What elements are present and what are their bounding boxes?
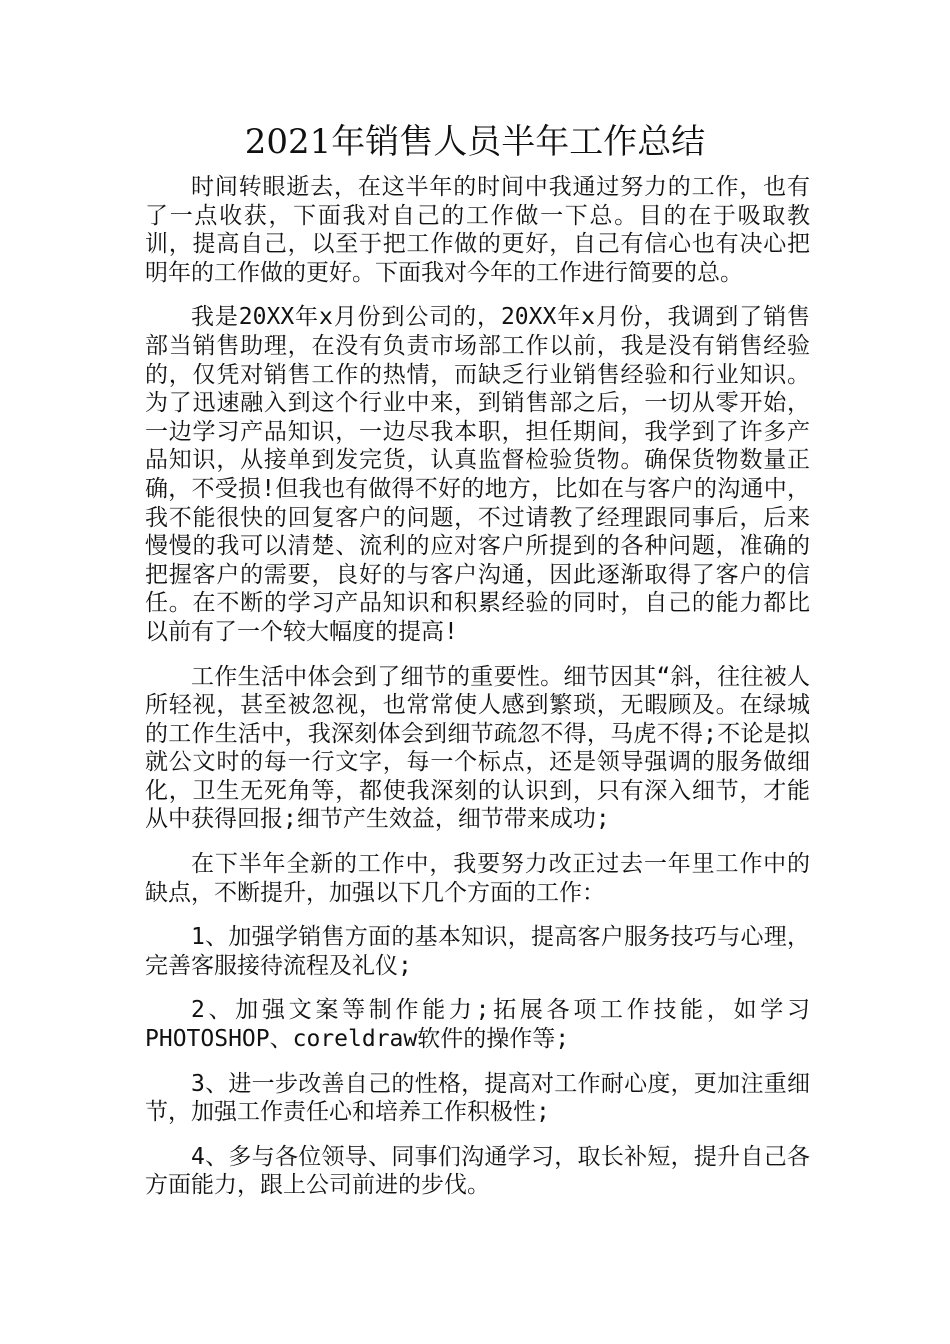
paragraph-details: 工作生活中体会到了细节的重要性。细节因其“斜，往往被人所轻视，甚至被忽视，也常常使人感到繁琐，无暇顾及。在绿城的工作生活中，我深刻体会到细节疏忽不得，马虎不得;不论是拟就公文时的每一行文字，每一个标点，还是领导强调的服务做细化，卫生无死角等，都使我深刻的认识到，只有深入细节，才能从中获得回报;细节产生效益，细节带来成功;: [145, 663, 810, 833]
paragraph-experience: 我是20XX年x月份到公司的，20XX年x月份，我调到了销售部当销售助理，在没有负责市场部工作以前，我是没有销售经验的，仅凭对销售工作的热情，而缺乏行业销售经验和行业知识。为了迅速融入到这个行业中来，到销售部之后，一切从零开始，一边学习产品知识，一边尽我本职，担任期间，我学到了许多产品知识，从接单到发完货，认真监督检验货物。确保货物数量正确，不受损!但我也有做得不好的地方，比如在与客户的沟通中，我不能很快的回复客户的问题，不过请教了经理跟同事后，后来慢慢的我可以清楚、流利的应对客户所提到的各种问题，准确的把握客户的需要，良好的与客户沟通，因此逐渐取得了客户的信任。在不断的学习产品知识和积累经验的同时，自己的能力都比以前有了一个较大幅度的提高!: [145, 304, 810, 645]
document-body: [145, 173, 810, 1216]
paragraph-plan-intro: 在下半年全新的工作中，我要努力改正过去一年里工作中的缺点，不断提升，加强以下几个方面的工作：: [145, 851, 810, 906]
paragraph-plan-item-2: 2、加强文案等制作能力;拓展各项工作技能，如学习PHOTOSHOP、coreldraw软件的操作等;: [145, 997, 810, 1053]
document-title: 2021年销售人员半年工作总结: [244, 122, 706, 162]
paragraph-plan-item-4: 4、多与各位领导、同事们沟通学习，取长补短，提升自己各方面能力，跟上公司前进的步伐。: [145, 1143, 810, 1199]
paragraph-plan-item-3: 3、进一步改善自己的性格，提高对工作耐心度，更加注重细节，加强工作责任心和培养工作积极性;: [145, 1070, 810, 1126]
paragraph-plan-item-1: 1、加强学销售方面的基本知识，提高客户服务技巧与心理，完善客服接待流程及礼仪;: [145, 924, 810, 979]
paragraph-intro: 时间转眼逝去，在这半年的时间中我通过努力的工作，也有了一点收获，下面我对自己的工作做一下总。目的在于吸取教训，提高自己，以至于把工作做的更好，自己有信心也有决心把明年的工作做的更好。下面我对今年的工作进行简要的总。: [145, 174, 810, 286]
